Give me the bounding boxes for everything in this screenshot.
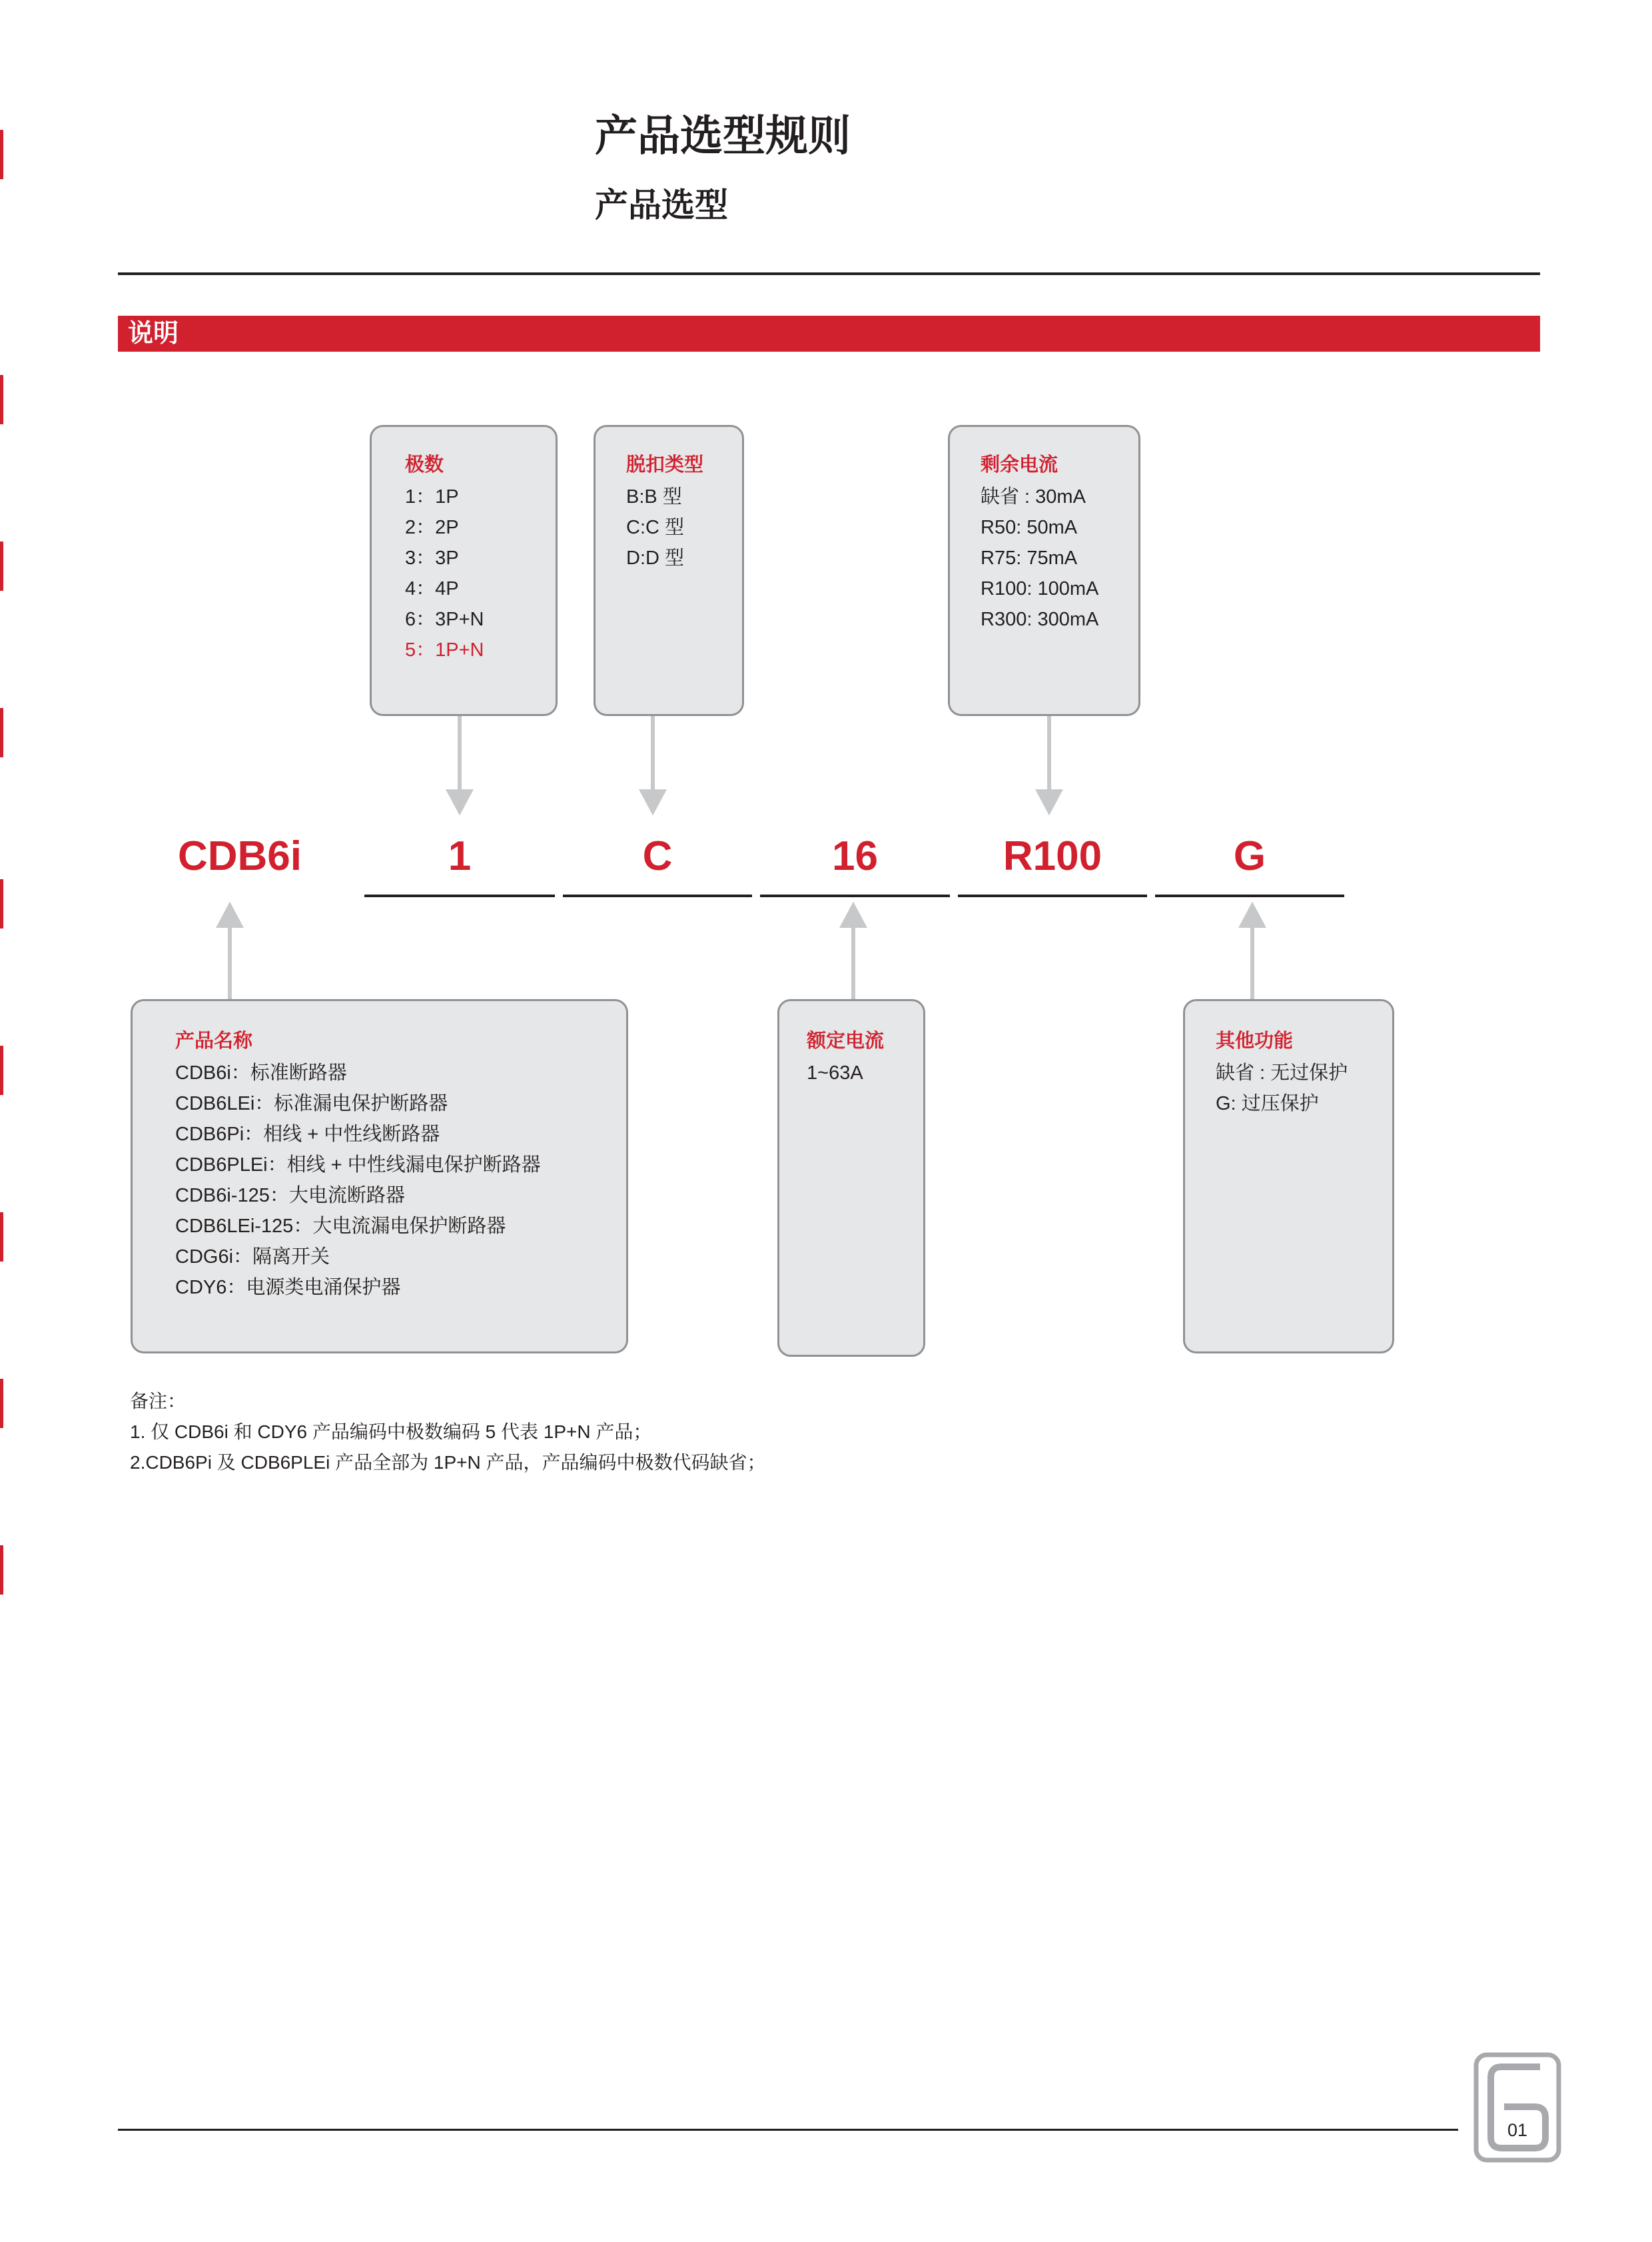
poles-list <box>405 482 484 665</box>
code-function: G <box>1233 833 1266 879</box>
page-subtitle: 产品选型 <box>595 187 728 224</box>
list-item: 缺省 : 无过保护 <box>1216 1062 1348 1084</box>
rated-current-heading: 额定电流 <box>807 1030 885 1052</box>
list-item: CDB6LEi-125：大电流漏电保护断路器 <box>175 1216 506 1237</box>
notes-heading: 备注： <box>130 1391 187 1411</box>
code-residual: R100 <box>1003 833 1102 879</box>
code-underline <box>563 895 752 897</box>
code-underline <box>760 895 950 897</box>
list-item: CDB6Pi：相线 + 中性线断路器 <box>175 1124 440 1145</box>
list-item: CDB6i：标准断路器 <box>175 1062 347 1084</box>
footer-divider <box>118 2129 1458 2131</box>
note-line: 1. 仅 CDB6i 和 CDY6 产品编码中极数编码 5 代表 1P+N 产品； <box>130 1421 652 1442</box>
product-name-box <box>131 999 628 1353</box>
list-item: 1：1P <box>405 486 459 508</box>
code-trip: C <box>642 833 673 879</box>
residual-current-box <box>948 425 1140 716</box>
list-item: R50: 50mA <box>981 517 1078 538</box>
list-item: 4：4P <box>405 578 459 599</box>
arrow-down-icon <box>449 716 470 811</box>
arrow-down-icon <box>642 716 663 811</box>
poles-box <box>370 425 558 716</box>
notes <box>130 1386 766 1478</box>
list-item: R100: 100mA <box>981 578 1099 599</box>
code-rated: 16 <box>832 833 878 879</box>
arrow-down-icon <box>1038 716 1060 811</box>
code-poles: 1 <box>448 833 472 879</box>
page-number: 01 <box>1507 2120 1528 2140</box>
list-item: CDY6：电源类电涌保护器 <box>175 1277 401 1298</box>
poles-heading: 极数 <box>405 454 444 476</box>
list-item: C:C 型 <box>626 517 685 538</box>
list-item: CDG6i：隔离开关 <box>175 1246 330 1268</box>
list-item: B:B 型 <box>626 486 682 508</box>
rated-current-box <box>777 999 925 1357</box>
code-underline <box>958 895 1147 897</box>
section-label: 说明 <box>128 320 179 348</box>
code-underline <box>364 895 555 897</box>
page-title: 产品选型规则 <box>595 112 851 160</box>
list-item: 缺省 : 30mA <box>981 486 1086 508</box>
trip-type-list <box>626 482 684 573</box>
product-name-heading: 产品名称 <box>175 1030 253 1052</box>
rated-current-list <box>807 1058 863 1088</box>
list-item: CDB6i-125：大电流断路器 <box>175 1185 405 1206</box>
list-item: 6：3P+N <box>405 609 484 630</box>
list-item: D:D 型 <box>626 548 685 569</box>
other-functions-heading: 其他功能 <box>1216 1030 1294 1052</box>
series-6-logo-icon <box>1473 2052 1561 2163</box>
residual-current-list <box>981 482 1098 635</box>
arrow-up-icon <box>1242 906 1263 999</box>
list-item-highlighted: 5：1P+N <box>405 639 484 661</box>
trip-type-heading: 脱扣类型 <box>626 454 704 476</box>
arrow-up-icon <box>843 906 864 999</box>
code-product: CDB6i <box>177 833 302 879</box>
trip-type-box <box>594 425 744 716</box>
list-item: CDB6LEi：标准漏电保护断路器 <box>175 1093 448 1114</box>
list-item: R300: 300mA <box>981 609 1099 630</box>
arrow-up-icon <box>219 906 240 999</box>
code-underline <box>1155 895 1344 897</box>
list-item: CDB6PLEi：相线 + 中性线漏电保护断路器 <box>175 1154 541 1176</box>
list-item: G: 过压保护 <box>1216 1093 1319 1114</box>
residual-current-heading: 剩余电流 <box>981 454 1058 476</box>
list-item: 2：2P <box>405 517 459 538</box>
list-item: R75: 75mA <box>981 548 1078 569</box>
list-item: 1~63A <box>807 1062 863 1084</box>
list-item: 3：3P <box>405 548 459 569</box>
other-functions-box <box>1183 999 1394 1353</box>
other-functions-list <box>1216 1058 1348 1119</box>
note-line: 2.CDB6Pi 及 CDB6PLEi 产品全部为 1P+N 产品，产品编码中极数代码缺省； <box>130 1452 766 1473</box>
product-name-list <box>175 1058 541 1303</box>
